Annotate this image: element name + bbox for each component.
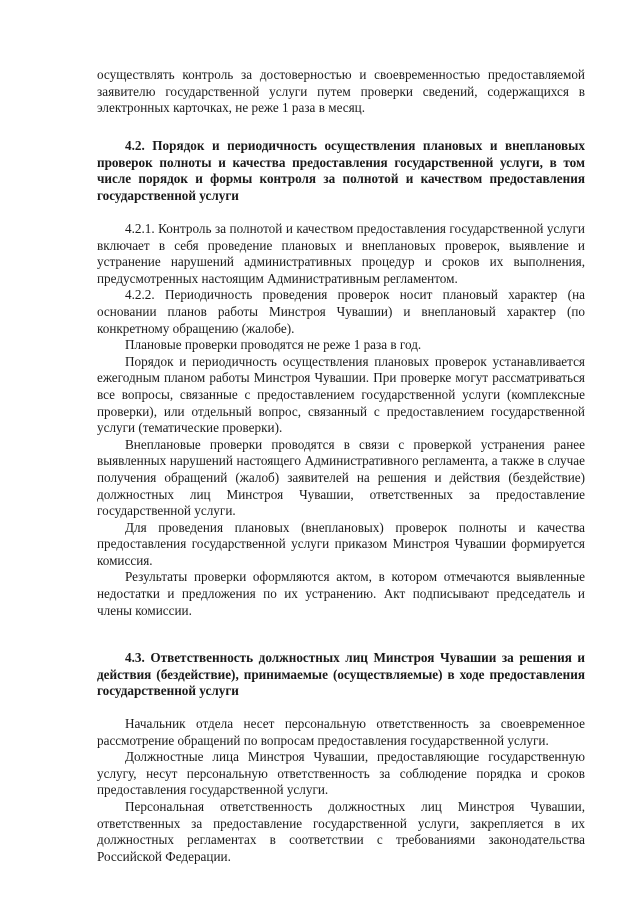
paragraph-planned-order: Порядок и периодичность осуществления плановых проверок устанавливается ежегодным планом работы Минстроя Чувашии. При проверке могут рассматриваться все вопросы, связанные с предоставлением государственной услуги (комплексные проверки), или отдельный вопрос, связанный с предоставлением государственной услуги (тематические проверки). (97, 353, 585, 436)
paragraph-unplanned: Внеплановые проверки проводятся в связи с проверкой устранения ранее выявленных нарушений настоящего Административного регламента, а также в случае получения обращений (жалоб) заявителей на решения и действия (бездействие) должностных лиц Минстроя Чувашии, ответственных за предоставление государственной услуги. (97, 436, 585, 519)
paragraph-personal-responsibility: Персональная ответственность должностных лиц Минстроя Чувашии, ответственных за предоставление государственной услуги, закрепляется в их должностных регламентах в соответствии с требованиями законодательства Российской Федерации. (97, 798, 585, 864)
paragraph-officials: Должностные лица Минстроя Чувашии, предоставляющие государственную услугу, несут персональную ответственность за соблюдение порядка и сроков предоставления государственной услуги. (97, 749, 585, 798)
paragraph-results: Результаты проверки оформляются актом, в котором отмечаются выявленные недостатки и предложения по их устранению. Акт подписывают председатель и члены комиссии. (97, 569, 585, 618)
section-4-3 (97, 650, 585, 700)
paragraph-4-2-1: 4.2.1. Контроль за полнотой и качеством предоставления государственной услуги включает в себя проведение плановых и внеплановых проверок, выявление и устранение нарушений административных процедур и сроков их выполнения, предусмотренных настоящим Административным регламентом. (97, 221, 585, 286)
paragraph-department-head: Начальник отдела несет персональную ответственность за своевременное рассмотрение обращений по вопросам предоставления государственной услуги. (97, 716, 585, 748)
paragraph-4-2-2: 4.2.2. Периодичность проведения проверок носит плановый характер (на основании планов работы Минстроя Чувашии) и внеплановый характер (по конкретному обращению (жалобе). (97, 287, 585, 336)
top-paragraph: осуществлять контроль за достоверностью и своевременностью предоставляемой заявителю государственной услуги путем проверки сведений, содержащихся в электронных карточках, не реже 1 раза в месяц. (97, 67, 585, 116)
section-4-2 (97, 138, 585, 204)
intro-block (97, 67, 585, 117)
section-4-3-body (97, 716, 585, 865)
paragraph-planned-frequency: Плановые проверки проводятся не реже 1 раза в год. (125, 337, 422, 353)
section-4-2-heading: 4.2. Порядок и периодичность осуществления плановых и внеплановых проверок полноты и качества предоставления государственной услуги, в том числе порядок и формы контроля за полнотой и качеством предоставления государственной услуги (97, 138, 585, 203)
paragraph-commission: Для проведения плановых (внеплановых) проверок полноты и качества предоставления государственной услуги приказом Минстроя Чувашии формируется комиссия. (97, 519, 585, 568)
section-4-3-heading: 4.3. Ответственность должностных лиц Минстроя Чувашии за решения и действия (бездействие), принимаемые (осуществляемые) в ходе предоставления государственной услуги (97, 650, 585, 699)
section-4-2-body (97, 221, 585, 619)
